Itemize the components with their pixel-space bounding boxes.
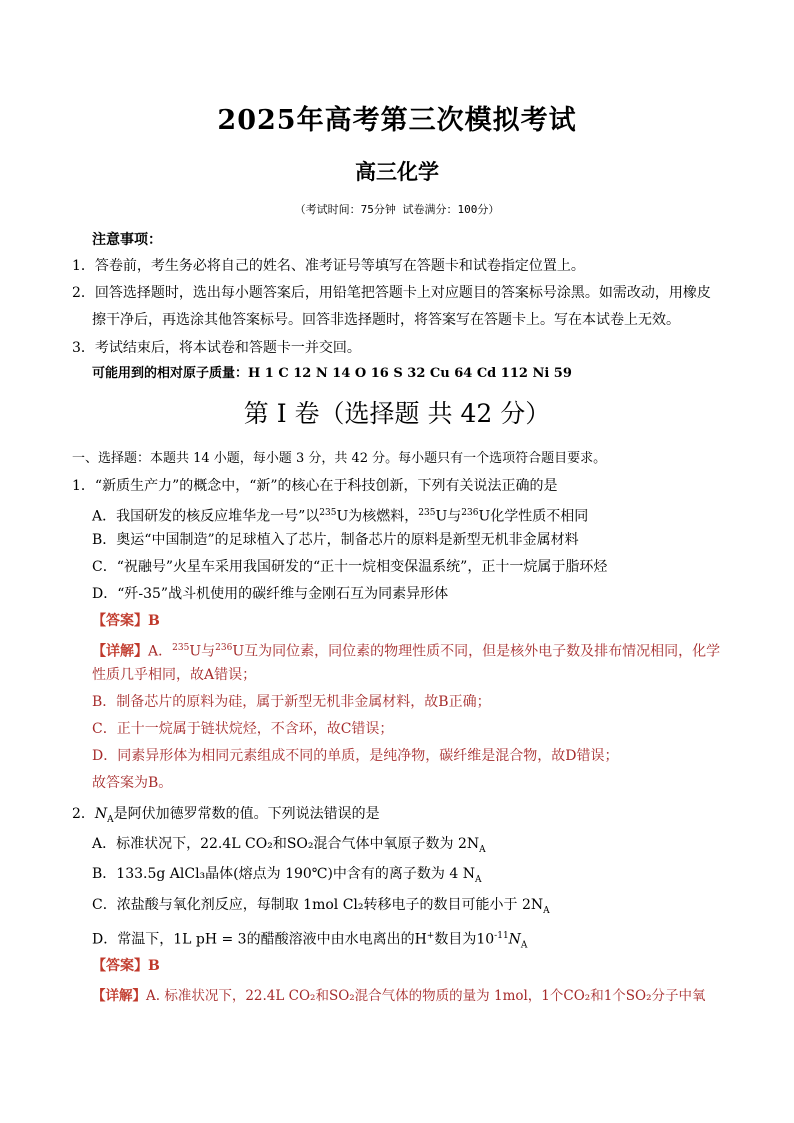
q2-stem: 2．$N_A$是阿伏加德罗常数的值。下列说法错误的是 (72, 806, 380, 825)
q1-detail-a-cont: 性质几乎相同，故A错误； (92, 667, 257, 683)
exam-subject: 高三化学 (355, 159, 439, 184)
q1-answer: 【答案】B (92, 613, 160, 629)
q1-option-b: B．奥运“中国制造”的足球植入了芯片，制备芯片的原料是新型无机非金属材料 (92, 532, 579, 548)
q1-detail-d: D．同素异形体为相同元素组成不同的单质，是纯净物，碳纤维是混合物，故D错误； (92, 748, 619, 764)
exam-info: （考试时间：75分钟 试卷满分：100分） (294, 203, 500, 216)
q2-option-a: A．标准状况下，22.4L CO₂和SO₂混合气体中氧原子数为 $2N_A$ (92, 836, 486, 855)
notice-item-2-cont: 擦干净后，再选涂其他答案标号。回答非选择题时，将答案写在答题卡上。写在本试卷上无效。 (92, 312, 680, 328)
notice-item-2: 2．回答选择题时，选出每小题答案后，用铅笔把答题卡上对应题目的答案标号涂黑。如需改动，用橡皮 (72, 285, 711, 301)
atomic-mass-line: 可能用到的相对原子质量：H 1 C 12 N 14 O 16 S 32 Cu 64 Cd 112 Ni 59 (92, 366, 572, 381)
notice-heading: 注意事项： (92, 232, 162, 248)
section-intro: 一、选择题：本题共 14 小题，每小题 3 分，共 42 分。每小题只有一个选项符合题目要求。 (72, 451, 607, 466)
notice-item-1: 1．答卷前，考生务必将自己的姓名、准考证号等填写在答题卡和试卷指定位置上。 (72, 258, 585, 274)
q2-option-b: B．133.5g AlCl₃晶体(熔点为 190℃)中含有的离子数为 4 $N_A$ (92, 866, 482, 885)
q1-option-a: A．我国研发的核反应堆华龙一号”以$^{235}$U为核燃料，$^{235}$U与$^{236}$U化学性质不相同 (92, 508, 589, 525)
q2-answer: 【答案】B (92, 958, 160, 974)
notice-item-3: 3．考试结束后，将本试卷和答题卡一并交回。 (72, 340, 361, 356)
section-title: 第 I 卷（选择题 共 42 分） (243, 399, 551, 428)
q1-stem: 1．“新质生产力”的概念中，“新”的核心在于科技创新，下列有关说法正确的是 (72, 478, 558, 494)
exam-title: 2025年高考第三次模拟考试 (217, 105, 577, 136)
q1-conclusion: 故答案为B。 (92, 775, 173, 791)
q1-option-d: D．“歼-35”战斗机使用的碳纤维与金刚石互为同素异形体 (92, 586, 449, 602)
q2-option-d: D．常温下，1L pH = 3的醋酸溶液中由水电离出的H+数目为$10^{-11}N_A$ (92, 931, 528, 951)
q1-detail-c: C．正十一烷属于链状烷烃，不含环，故C错误； (92, 721, 394, 737)
q1-option-c: C．“祝融号”火星车采用我国研发的“正十一烷相变保温系统”，正十一烷属于脂环烃 (92, 559, 608, 575)
q2-detail: 【详解】A. 标准状况下，22.4L CO₂和SO₂混合气体的物质的量为 1mol，1个CO₂和1个SO₂分子中氧 (92, 988, 706, 1004)
q1-detail-b: B．制备芯片的原料为硅，属于新型无机非金属材料，故B正确； (92, 694, 491, 710)
q1-detail-a: 【详解】A．$^{235}$U与$^{236}$U互为同位素，同位素的物理性质不同，但是核外电子数及排布情况相同，化学 (92, 643, 721, 660)
q2-option-c: C．浓盐酸与氧化剂反应，每制取 1mol Cl₂转移电子的数目可能小于 $2N_A$ (92, 897, 550, 916)
